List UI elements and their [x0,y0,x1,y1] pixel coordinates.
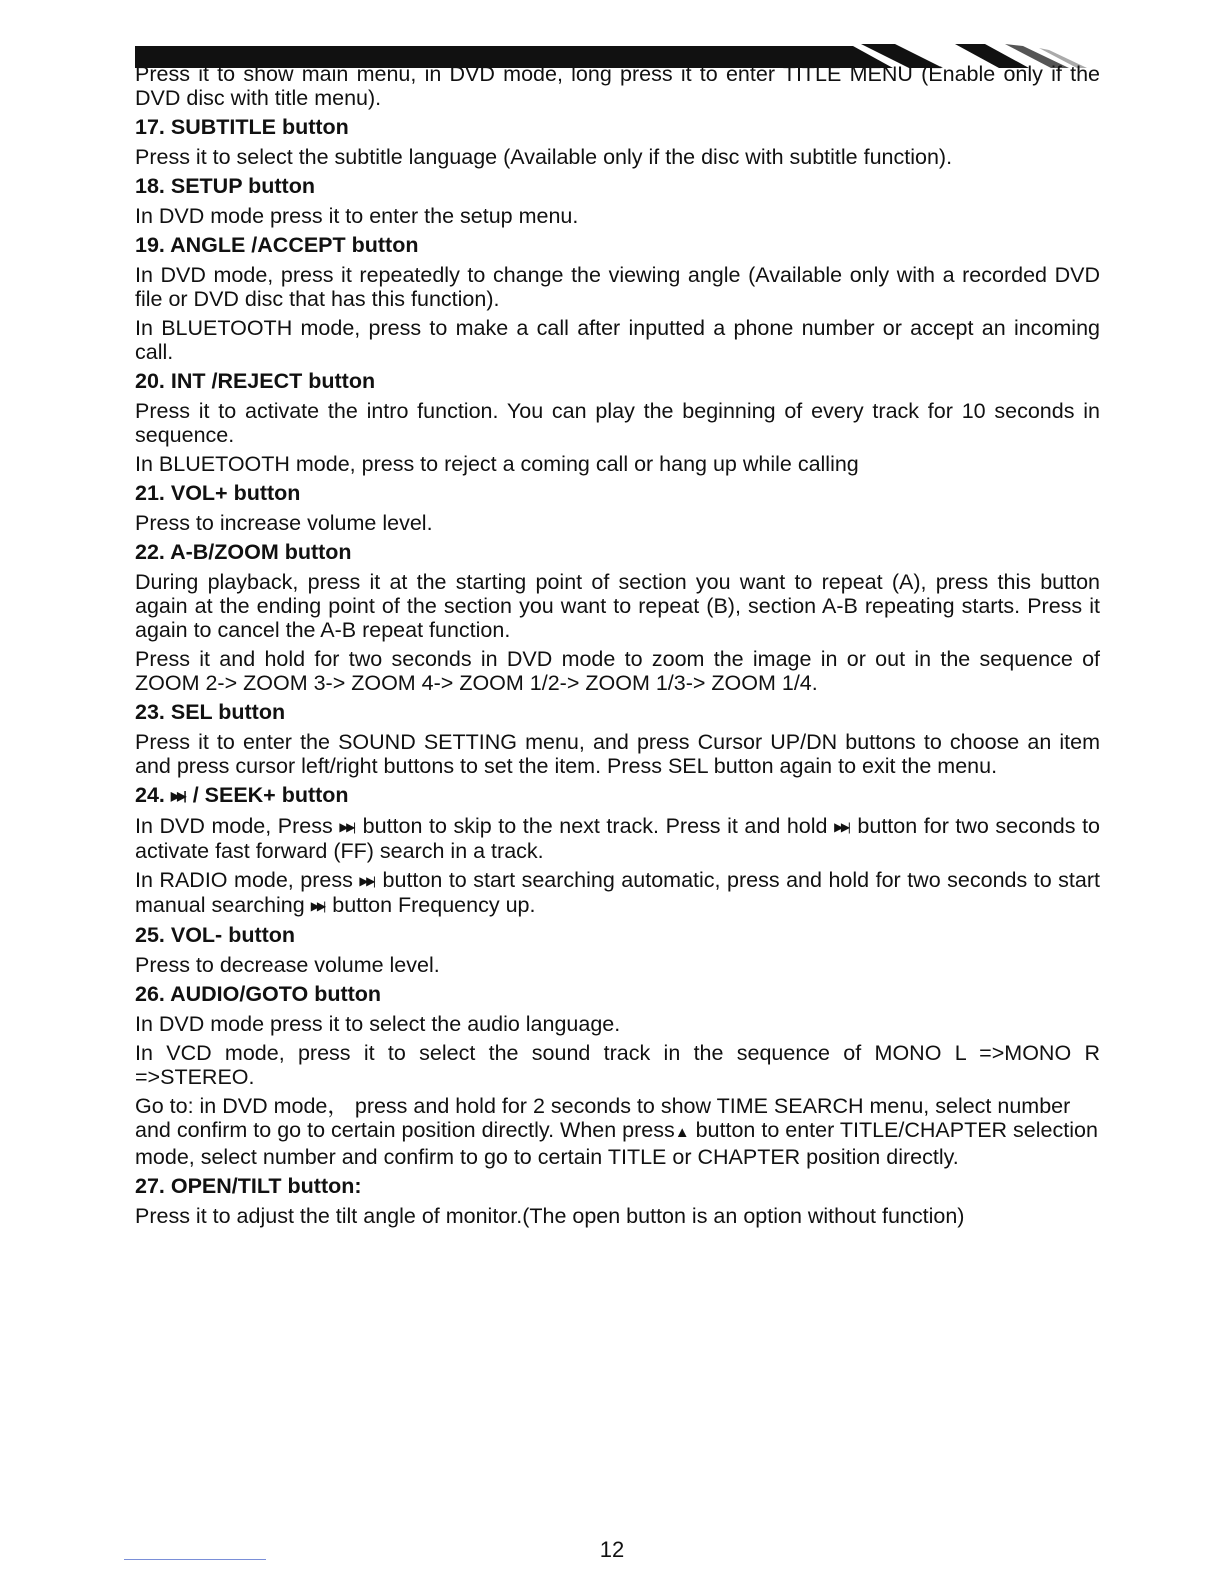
text-fragment: button for two seconds to activate fast forward (FF) search in a track. [135,814,1101,863]
text-fragment: button to enter TITLE/CHAPTER selection mode, select number and confirm to go to certain TITLE or CHAPTER position directly. [135,1118,1098,1169]
section-21-vol-plus [135,481,1100,535]
text-fragment: In RADIO mode, press [135,868,353,892]
section-23-sel [135,700,1100,778]
section-heading [135,783,1100,808]
text-fragment: button to skip to the next track. Press it and hold [362,814,828,838]
text-fragment: button Frequency up. [332,893,536,917]
section-22-ab-zoom [135,540,1100,695]
section-heading: 26. AUDIO/GOTO button [135,982,382,1006]
section-19-angle-accept [135,233,1100,364]
section-20-int-reject [135,369,1100,476]
paragraph: Press it and hold for two seconds in DVD mode to zoom the image in or out in the sequence of ZOOM 2-> ZOOM 3-> ZOOM 4-> ZOOM 1/2-> ZOOM 1/3-> ZOOM 1/4. [135,647,1100,695]
paragraph: In DVD mode, press it repeatedly to change the viewing angle (Available only with a recorded DVD file or DVD disc that has this function). [135,263,1100,311]
section-heading: 18. SETUP button [135,174,315,198]
paragraph: In VCD mode, press it to select the sound track in the sequence of MONO L =>MONO R =>STEREO. [135,1041,1100,1089]
skip-forward-icon: ▶▶| [339,820,354,834]
text-fragment: In DVD mode, Press [135,814,333,838]
section-26-audio-goto [135,982,1100,1169]
section-heading: 17. SUBTITLE button [135,115,349,139]
heading-label: / SEEK+ button [192,783,349,807]
skip-forward-icon: ▶▶| [170,789,184,803]
section-intro [135,62,1100,110]
paragraph [135,814,1100,863]
paragraph: Press to decrease volume level. [135,953,440,977]
paragraph: During playback, press it at the starting point of section you want to repeat (A), press this button again at the ending point of the section you want to repeat (B), section A-B repeating starts. Press it again to cancel the A-B repeat function. [135,570,1100,642]
paragraph [135,1094,1100,1169]
manual-content [135,62,1100,1233]
skip-forward-icon: ▶▶| [834,820,848,834]
paragraph: In BLUETOOTH mode, press to make a call after inputted a phone number or accept an incoming call. [135,316,1100,364]
paragraph: Press to increase volume level. [135,511,433,535]
paragraph [135,868,1100,918]
footer-divider [124,1559,266,1560]
section-24-seek-plus [135,783,1100,918]
section-heading: 20. INT /REJECT button [135,369,376,393]
section-heading: 21. VOL+ button [135,481,301,505]
text-fragment: button to start searching automatic, press and hold for two seconds to start manual searching [135,868,1100,917]
paragraph: Press it to enter the SOUND SETTING menu, and press Cursor UP/DN buttons to choose an item and press cursor left/right buttons to set the item. Press SEL button again to exit the menu. [135,730,1100,778]
section-heading: 19. ANGLE /ACCEPT button [135,233,419,257]
section-17-subtitle [135,115,1100,169]
section-heading: 27. OPEN/TILT button: [135,1174,362,1198]
section-heading: 22. A-B/ZOOM button [135,540,352,564]
paragraph: In DVD mode press it to enter the setup menu. [135,204,579,228]
paragraph: In BLUETOOTH mode, press to reject a coming call or hang up while calling [135,452,859,476]
paragraph: Press it to show main menu, in DVD mode, long press it to enter TITLE MENU (Enable only if the DVD disc with title menu). [135,62,1100,110]
section-18-setup [135,174,1100,228]
paragraph: In DVD mode press it to select the audio language. [135,1012,621,1036]
section-heading: 25. VOL- button [135,923,296,947]
up-arrow-icon: ▲ [674,1124,690,1141]
section-heading: 23. SEL button [135,700,286,724]
section-27-open-tilt [135,1174,1100,1228]
paragraph: Press it to activate the intro function. You can play the beginning of every track for 10 seconds in sequence. [135,399,1100,447]
text-fragment: Go to: in DVD mode， press and hold for 2 seconds to show TIME SEARCH menu, select number and confirm to go to certain position directly. When press [135,1094,1071,1142]
paragraph: Press it to adjust the tilt angle of monitor.(The open button is an option without function) [135,1204,965,1228]
page-number: 12 [599,1537,625,1562]
heading-number: 24. [135,783,165,807]
skip-forward-icon: ▶▶| [359,874,374,888]
skip-forward-icon: ▶▶| [310,899,324,913]
section-25-vol-minus [135,923,1100,977]
paragraph: Press it to select the subtitle language (Available only if the disc with subtitle function). [135,145,953,169]
